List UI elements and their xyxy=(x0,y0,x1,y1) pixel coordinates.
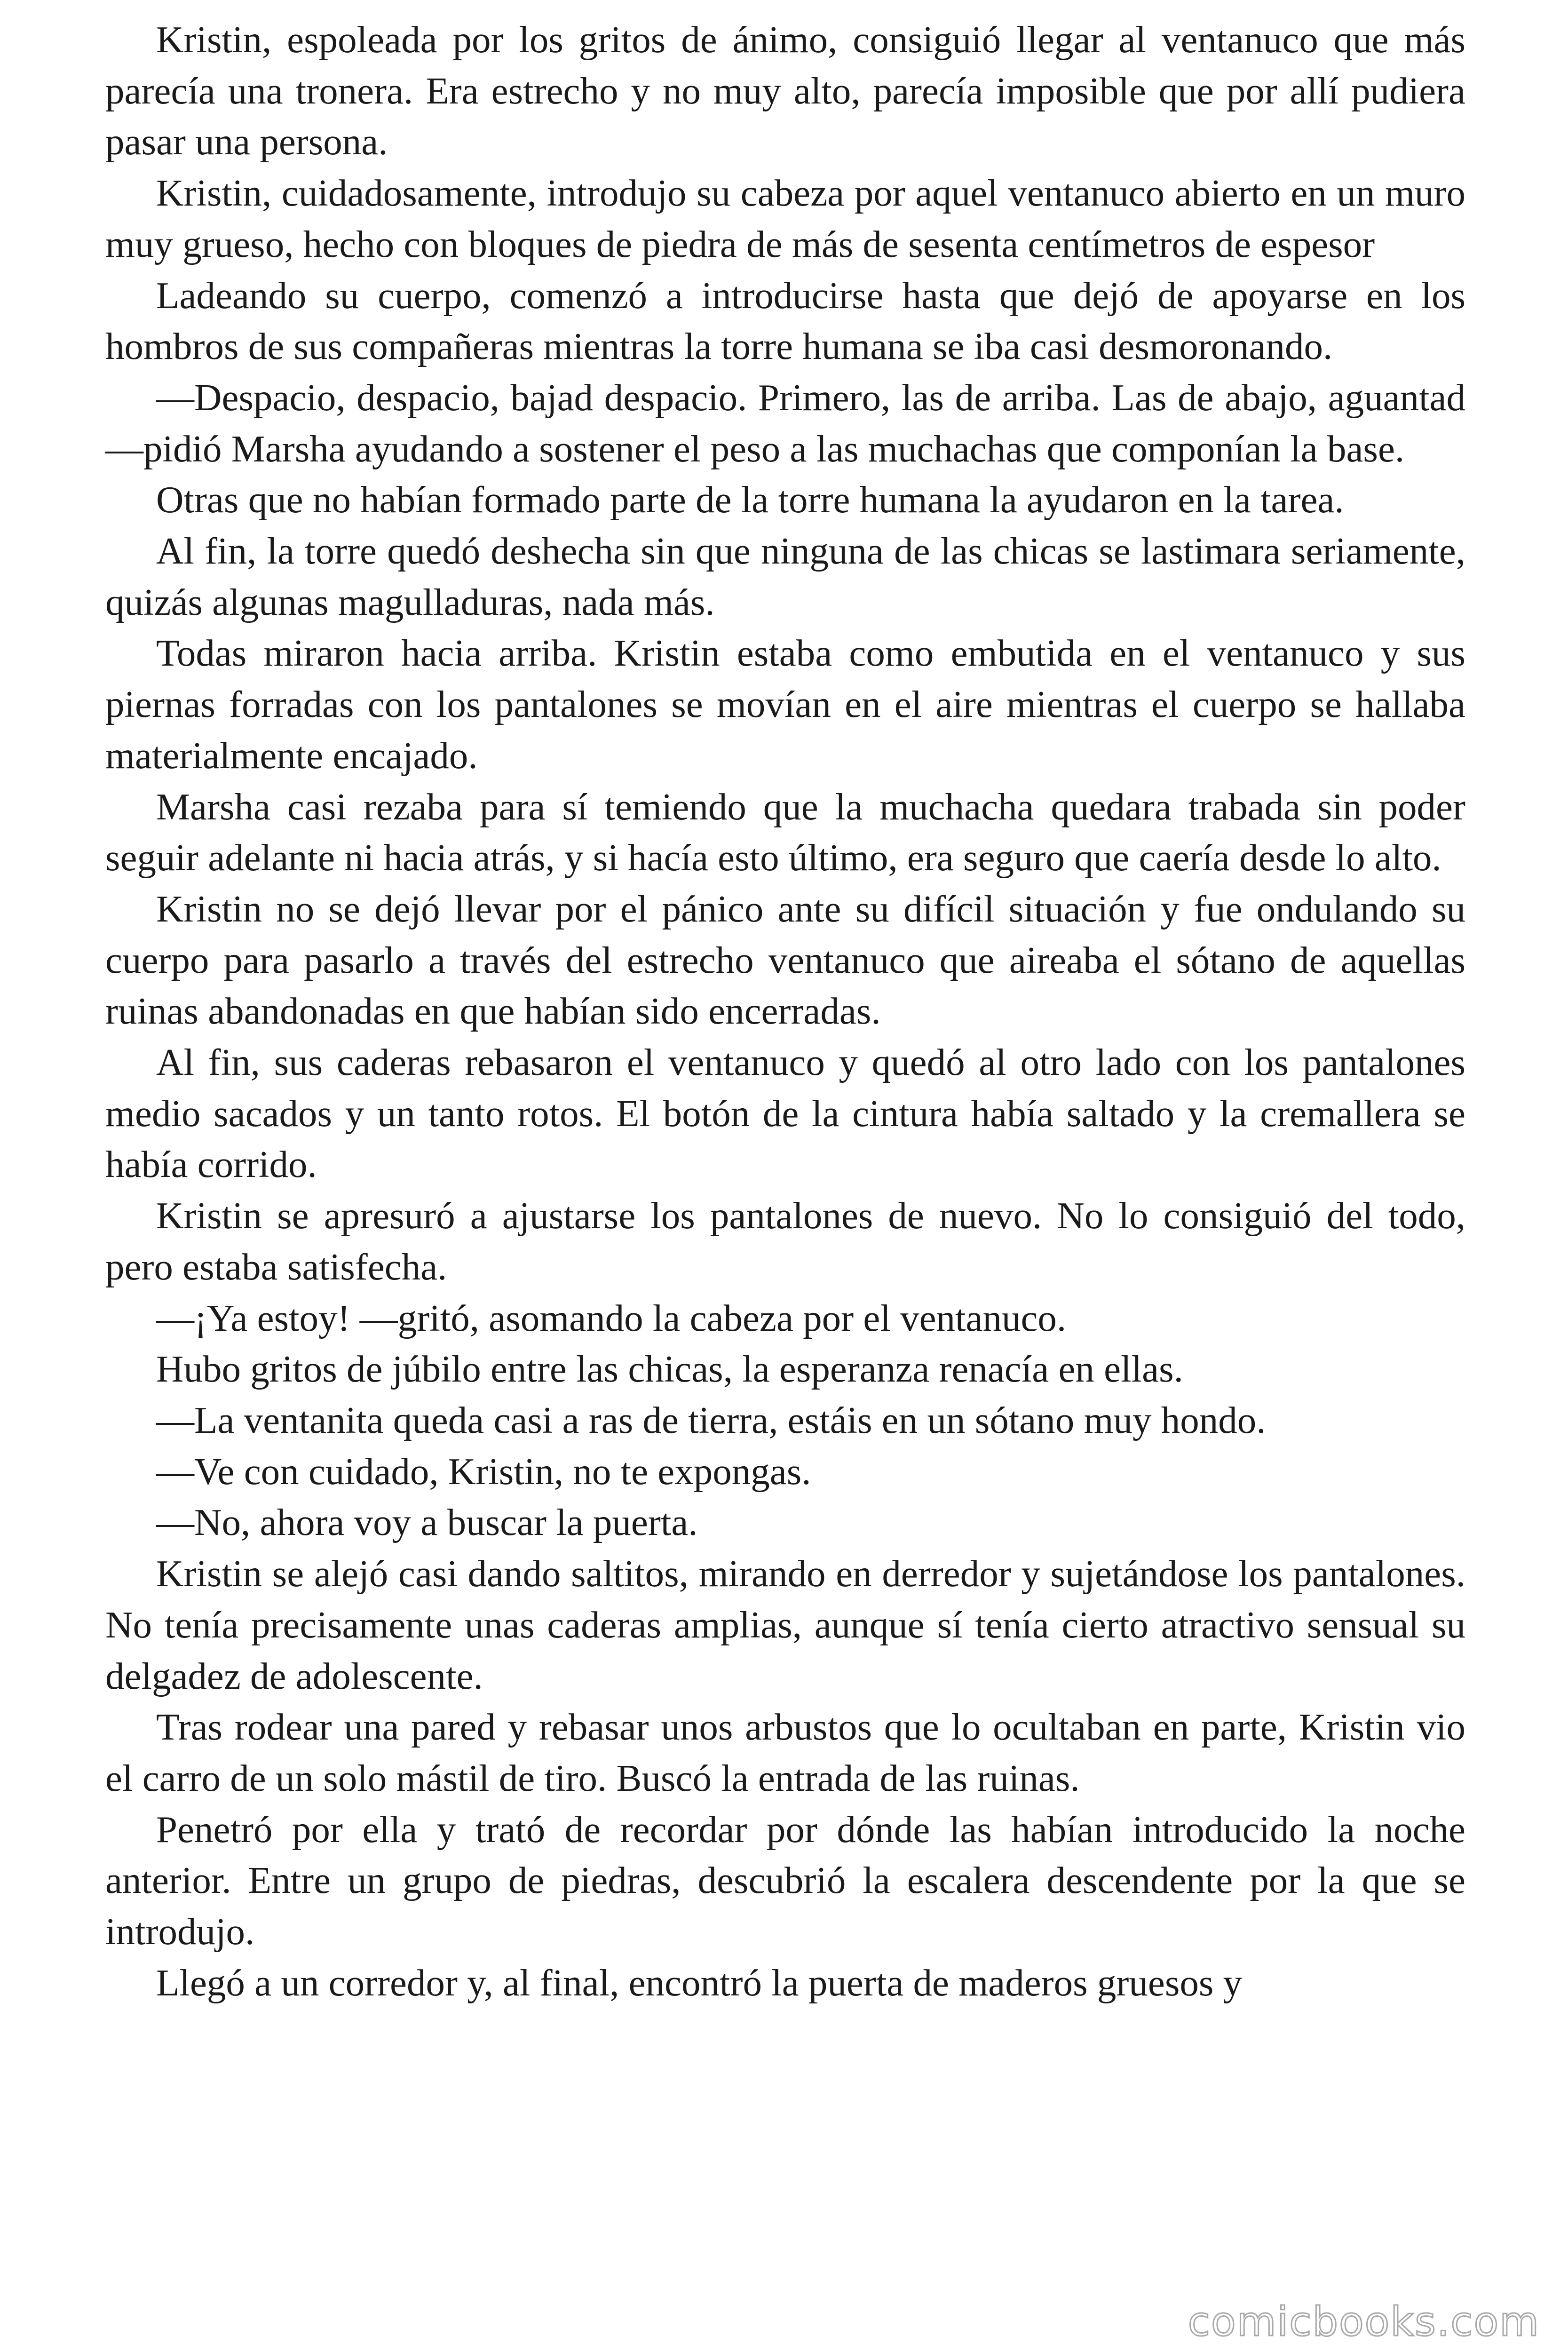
paragraph-9: Kristin no se dejó llevar por el pánico ante su difícil situación y fue ondulando su cuerpo para pasarlo a través del estrecho ventanuco que aireaba el sótano de aquellas ruinas abandonadas en que habían sido encerradas. xyxy=(105,887,1465,1033)
paragraph-13: Hubo gritos de júbilo entre las chicas, la esperanza renacía en ellas. xyxy=(156,1348,1183,1391)
paragraph-3: Ladeando su cuerpo, comenzó a introducirse hasta que dejó de apoyarse en los hombros de sus compañeras mientras la torre humana se iba casi desmoronando. xyxy=(105,274,1465,368)
paragraph-11: Kristin se apresuró a ajustarse los pantalones de nuevo. No lo consiguió del todo, pero estaba satisfecha. xyxy=(105,1194,1465,1288)
paragraph-4: —Despacio, despacio, bajad despacio. Primero, las de arriba. Las de abajo, aguantad —pidió Marsha ayudando a sostener el peso a las muchachas que componían la base. xyxy=(105,376,1465,470)
paragraph-1: Kristin, espoleada por los gritos de ánimo, consiguió llegar al ventanuco que más parecía una tronera. Era estrecho y no muy alto, parecía imposible que por allí pudiera pasar una persona. xyxy=(105,18,1465,163)
paragraph-14: —La ventanita queda casi a ras de tierra, estáis en un sótano muy hondo. xyxy=(156,1398,1266,1441)
paragraph-18: Tras rodear una pared y rebasar unos arbustos que lo ocultaban en parte, Kristin vio el carro de un solo mástil de tiro. Buscó la entrada de las ruinas. xyxy=(105,1706,1465,1799)
paragraph-5: Otras que no habían formado parte de la torre humana la ayudaron en la tarea. xyxy=(156,478,1344,521)
paragraph-17: Kristin se alejó casi dando saltitos, mirando en derredor y sujetándose los pantalones. No tenía precisamente unas caderas amplias, aunque sí tenía cierto atractivo sensual su delgadez de adolescente. xyxy=(105,1552,1465,1697)
watermark: comicbooks.com xyxy=(1188,2298,1540,2345)
paragraph-10: Al fin, sus caderas rebasaron el ventanuco y quedó al otro lado con los pantalones medio sacados y un tanto rotos. El botón de la cintura había saltado y la cremallera se había corrido. xyxy=(105,1041,1465,1186)
paragraph-12: —¡Ya estoy! —gritó, asomando la cabeza por el ventanuco. xyxy=(156,1296,1067,1339)
paragraph-2: Kristin, cuidadosamente, introdujo su cabeza por aquel ventanuco abierto en un muro muy grueso, hecho con bloques de piedra de más de sesenta centímetros de espesor xyxy=(105,172,1465,265)
document-body xyxy=(105,14,1465,2008)
paragraph-19: Penetró por ella y trató de recordar por dónde las habían introducido la noche anterior. Entre un grupo de piedras, descubrió la escalera descendente por la que se introdujo. xyxy=(105,1808,1465,1953)
paragraph-20: Llegó a un corredor y, al final, encontró la puerta de maderos gruesos y xyxy=(156,1961,1243,2004)
paragraph-8: Marsha casi rezaba para sí temiendo que la muchacha quedara trabada sin poder seguir adelante ni hacia atrás, y si hacía esto último, era seguro que caería desde lo alto. xyxy=(105,785,1465,879)
paragraph-7: Todas miraron hacia arriba. Kristin estaba como embutida en el ventanuco y sus piernas forradas con los pantalones se movían en el aire mientras el cuerpo se hallaba materialmente encajado. xyxy=(105,632,1465,777)
paragraph-16: —No, ahora voy a buscar la puerta. xyxy=(156,1501,698,1544)
paragraph-6: Al fin, la torre quedó deshecha sin que ninguna de las chicas se lastimara seriamente, quizás algunas magulladuras, nada más. xyxy=(105,530,1465,623)
paragraph-15: —Ve con cuidado, Kristin, no te expongas. xyxy=(156,1450,811,1493)
